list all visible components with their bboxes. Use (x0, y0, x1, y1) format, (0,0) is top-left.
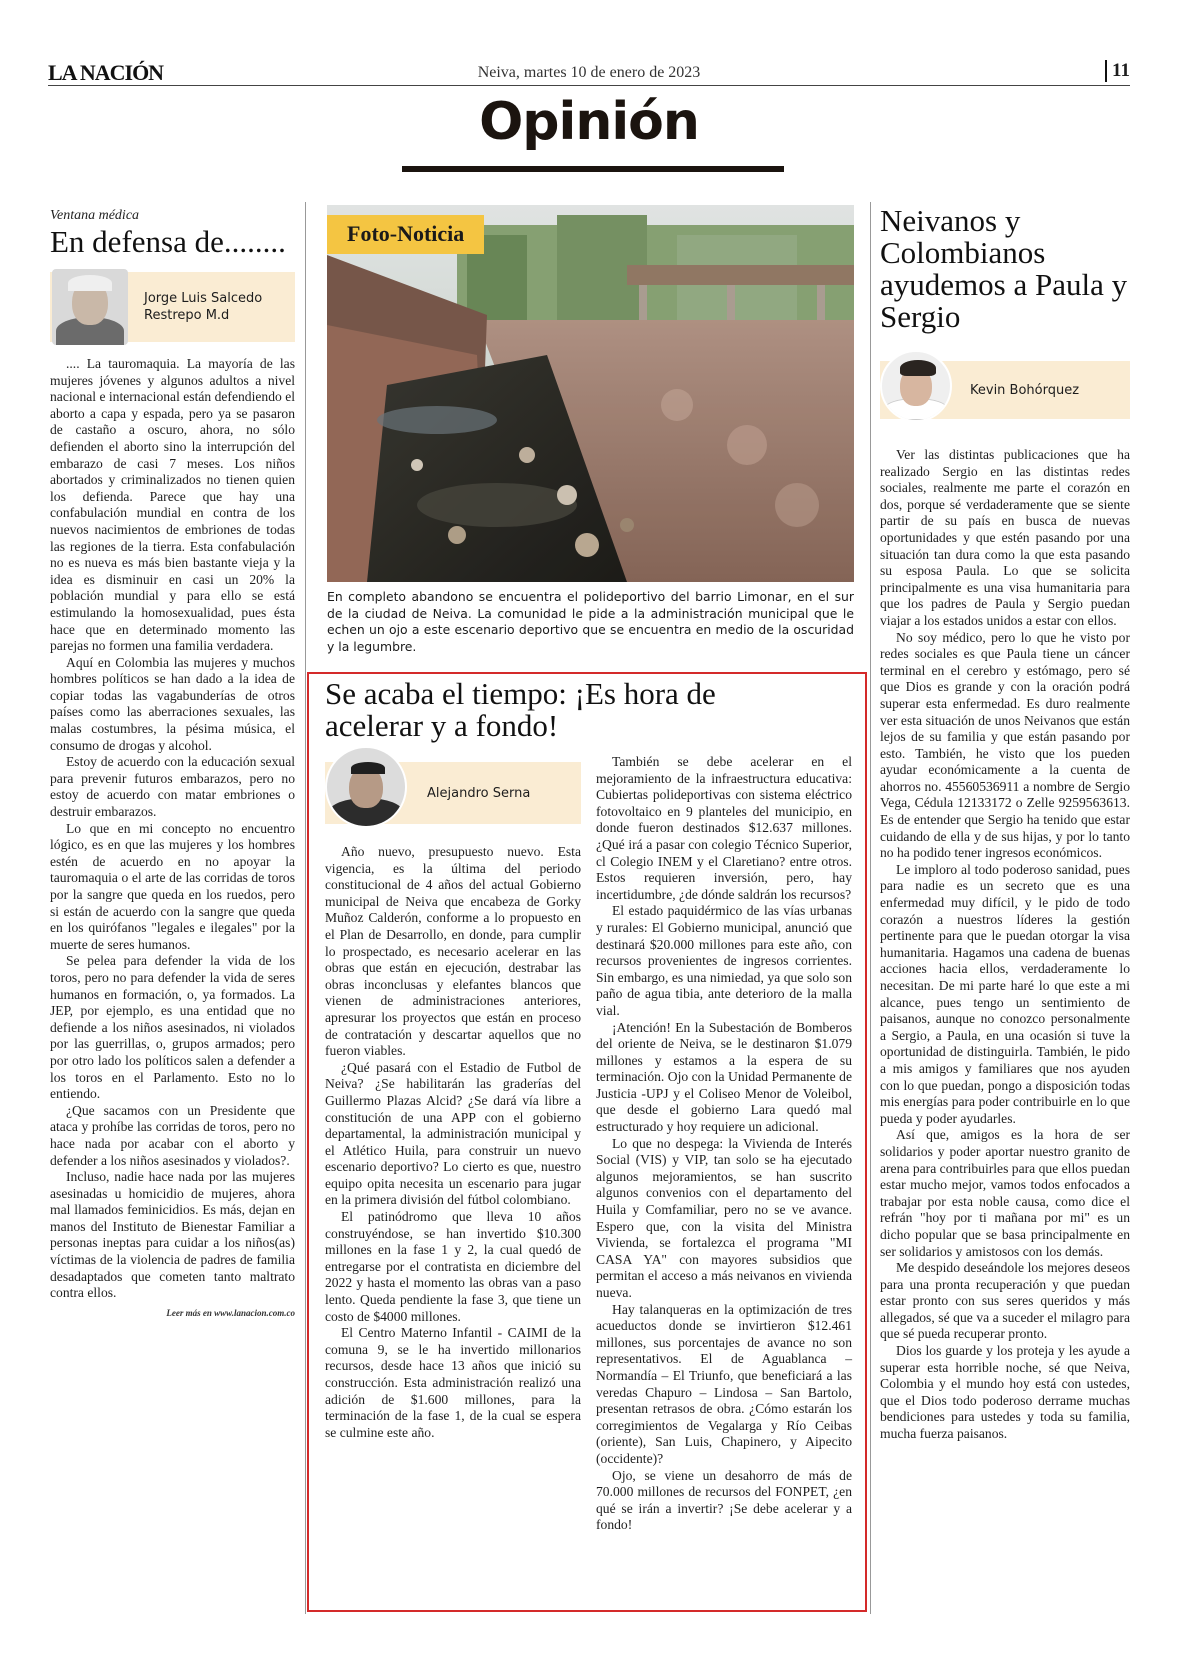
author-name: Jorge Luis Salcedo Restrepo M.d (144, 291, 263, 323)
section-rule (402, 166, 784, 172)
paragraph: Año nuevo, presupuesto nuevo. Esta vigencia, es la última del periodo constitucional de 4 años del actual Gobierno municipal de Neiva que encabeza de Gorky Muñoz Calderón, conforme a lo propuesto en el Plan de Desarrollo, en donde, para cumplir lo prospectado, es necesario acelerar en las obras que están en ejecución, destrabar las obras inconclusas y elefantes blancos que vienen de administraciones anteriores, apresurar los proyectos que están en proceso de contratación y descartar aquellos que no fueron viables. (325, 844, 581, 1059)
polideportivo-photo-illustration (327, 205, 854, 582)
paragraph: El Centro Materno Infantil - CAIMI de la comuna 9, se le ha invertido millonarios recursos, desde hace 13 años que inició su construcción. Esta administración realizó una adición de $1.600 millones, para la terminación de la fase 1, de la cual se espera se culmine este año. (325, 1325, 581, 1440)
paragraph: No soy médico, pero lo que he visto por redes sociales es que Paula tiene un cáncer terminal en el cerebro y estómago, pero sé que Dios es grande y con la oración podrá superar esta enfermedad. Es duro realmente ver esta situación de unos Neivanos que están lejos de su familia y que están pasando por esto. También, he visto que los pueden ayudar económicamente a la cuenta de ahorros no. 45560536911 a nombre de Sergio Vega, Cédula 12133172 o Zelle 9259563613. Es de entender que Sergio ha tenido que estar cuidando de ella y de sus hijas, y por lo tanto no ha podido tener ingresos económicos. (880, 629, 1130, 861)
right-article (880, 205, 1130, 1443)
paragraph: Me despido deseándole los mejores deseos para una pronta recuperación y que puedan estar pronto con sus seres queridos y más allegados, sé que va a suceder el milagro para que sé pueda recuperar pronto. (880, 1260, 1130, 1342)
column-divider-right (870, 202, 871, 1614)
author-photo (52, 269, 128, 345)
dateline: Neiva, martes 10 de enero de 2023 (477, 64, 701, 81)
photo-caption: En completo abandono se encuentra el polideportivo del barrio Limonar, en el sur de la ciudad de Neiva. La comunidad le pide a la administración municipal que le echen un ojo a este escenario deportivo que se encuentra en medio de la oscuridad y la legumbre. (327, 589, 854, 654)
article-body-col1 (325, 844, 581, 1441)
article-headline: Neivanos y Colombianos ayudemos a Paula y Sergio (880, 203, 1128, 334)
paragraph: Lo que no despega: la Vivienda de Interés Social (VIS) y VIP, tan solo se ha ejecutado algunos mejoramientos, se han suscrito algunos convenios con el departamento del Huila y Comfamiliar, pero no se ve avance. Espero que, con la visita del Ministra Vivienda, se fortalezca el programa "MI CASA YA" con mayores subsidios que permitan el acceso a más neivanos en vivienda nueva. (596, 1135, 852, 1300)
paragraph: Incluso, nadie hace nada por las mujeres asesinadas u homicidio de mujeres, ahora mal llamados feminicidios. Es más, dejan en manos del Instituto de Bienestar Familiar a personas ineptas para cuidar a los niños(as) víctimas de la violencia de padres de familia desadaptados que cometen tanto maltrato contra ellos. (50, 1169, 295, 1301)
paragraph: Hay talanqueras en la optimización de tres acueductos donde se invirtieron $12.461 millones, sus porcentajes de avance no son representativos. El de Aguablanca – Normandía – El Triunfo, que beneficiará a las veredas Chapuro – Lindosa – San Bartolo, presentan retrasos de obra. ¿Cómo estarán los corregimientos de Vegalarga y Río Ceibas (oriente), San Luis, Chapinero, y Aipecito (occidente)? (596, 1301, 852, 1466)
paragraph: .... La tauromaquia. La mayoría de las mujeres jóvenes y algunos adultos a nivel nacional e internacional están defendiendo el aborto a capa y espada, pero ya se pasaron de castaño a oscuro, ahora, no sólo defienden el aborto sino la interrupción del embarazo de casi 7 meses. Los niños abortados y criminalizados no tienen quien los defienda. Parece que hay una confabulación mundial en contra de los nuevos nacimientos de embriones de todas las regiones de la tierra. Esta confabulación no es nueva es más bien bastante vieja y la idea es disminuir en casi un 20% la población mundial y para ello se está estimulando la homosexualidad, pues ésta hace que en determinado momento las parejas no formen una familia verdadera. (50, 356, 295, 654)
paragraph: Le imploro al todo poderoso sanidad, pues para nadie es un secreto que es una enfermedad muy difícil, y le pido de todo corazón a nuestros líderes la gestión pertinente para que le puedan otorgar la visa humanitaria. Hagamos una cadena de buenas acciones hacia ellos, verdaderamente lo necesitan. De mi parte haré lo que este a mi alcance, pues tengo un sentimiento de paisanos, aunque no conozco personalmente a Sergio, a Paula, en una ocasión si tuve la oportunidad de distinguirla. También, le pido a mis amigos y familiares que nos ayuden con lo que puedan, pongo a disposición todas mis energías para poder contribuirle en lo que pueda y poder ayudarles. (880, 861, 1130, 1126)
paragraph: ¿Qué pasará con el Estadio de Futbol de Neiva? ¿Se habilitarán las graderías del Guillermo Plazas Alcid? ¿Se dará vía libre a constitución de una APP con el gobierno departamental, la administración municipal y el Atlético Huila, para construir un nuevo escenario deportivo? Lo cierto es que, nuestro equipo opita necesita un escenario para jugar en la primera división del fútbol colombiano. (325, 1059, 581, 1208)
page-number: 11 (1105, 60, 1130, 82)
author-box (325, 762, 581, 824)
paragraph: ¡Atención! En la Subestación de Bomberos del oriente de Neiva, se le destinaron $1.079 millones y estamos a la espera de su terminación. Ojo con la Unidad Permanente de Justicia -UPJ y el Coliseo Menor de Voleibol, que desde el gobierno Lara quedó mal estructurado y hoy requiere un adicional. (596, 1019, 852, 1135)
author-name: Alejandro Serna (427, 785, 531, 801)
paragraph: El estado paquidérmico de las vías urbanas y rurales: El Gobierno municipal, anunció que destinará $20.000 millones para este año, con recursos provenientes de ingresos corrientes. Sin embargo, es una nimiedad, ya que solo son paño de agua tibia, ante deterioro de la malla vial. (596, 903, 852, 1018)
paragraph: Estoy de acuerdo con la educación sexual para prevenir futuros embarazos, pero no estoy de acuerdo con matar embriones o destruir embarazos. (50, 754, 295, 820)
article-body-col2 (596, 754, 852, 1534)
paragraph: El patinódromo que lleva 10 años construyéndose, se han invertido $10.300 millones en la fase 1 y 2, la cual quedó de entregarse por el contratista en diciembre del 2022 y hasta el momento las obras van a paso lento. Queda pendiente la fase 3, que tiene un costo de $4000 millones. (325, 1209, 581, 1324)
article-body (880, 447, 1130, 1443)
read-more-credit: Leer más en www.lanacion.com.co (166, 1307, 295, 1318)
newspaper-logo: LA NACIÓN (48, 60, 164, 85)
author-photo (325, 746, 407, 828)
paragraph: ¿Que sacamos con un Presidente que ataca y prohíbe las corridas de toros, pero no hace nada por acabar con el aborto y defender a los niños asesinados y violados?. (50, 1102, 295, 1168)
article-headline: Se acaba el tiempo: ¡Es hora de acelerar y a fondo! (325, 676, 716, 743)
author-photo (880, 350, 952, 422)
article-headline: En defensa de........ (50, 224, 286, 259)
article-kicker: Ventana médica (50, 208, 140, 223)
paragraph: Ver las distintas publicaciones que ha realizado Sergio en las distintas redes sociales, realmente me parte el corazón en dos, porque sé verdaderamente que se siente partir de su país en busca de nuevas oportunidades y que estén pasando por una situación tan dura como la que esta pasando su esposa Paula. Lo que se solicita principalmente es una visa humanitaria para que los padres de Paula y Sergio puedan viajar a los estados unidos a estar con ellos. (880, 447, 1130, 628)
foto-noticia-label: Foto-Noticia (327, 215, 484, 254)
column-divider-left (305, 202, 306, 1614)
article-body (50, 356, 295, 1302)
section-title: Opinión (479, 92, 699, 152)
paragraph: Así que, amigos es la hora de ser solidarios y poder aportar nuestro granito de arena para contribuirles para que ellos puedan estar mucho mejor, vamos todos enfocados a trabajar por esta noble causa, como dice el refrán "hoy por ti mañana por mi" es un dicho popular que se basa principalmente en ser solidarios y amistosos con los demás. (880, 1127, 1130, 1259)
masthead (48, 62, 1130, 86)
paragraph: Lo que en mi concepto no encuentro lógico, es en que las mujeres y los hombres estén de acuerdo en no apoyar la tauromaquia o el arte de las corridas de toros por la sangre que queda en los ruedos, pero si están de acuerdo con la sangre que queda en los quirófanos "legales e ilegales" por la muerte de seres humanos. (50, 820, 295, 952)
author-box (880, 361, 1130, 419)
author-name: Kevin Bohórquez (970, 382, 1080, 398)
left-article (50, 208, 295, 1318)
center-article (325, 678, 852, 1534)
paragraph: Aquí en Colombia las mujeres y muchos hombres políticos se han dado a la idea de copiar todas las vagabunderías de otros países como las aberraciones sexuales, las malas costumbres, la pésima música, el consumo de drogas y alcohol. (50, 654, 295, 753)
paragraph: Dios los guarde y los proteja y les ayude a superar esta horrible noche, sé que Neiva, Colombia y el mundo hoy está con ustedes, que el Dios todo poderoso derrame muchas bendiciones para ustedes y toda su familia, mucha fuerza paisanos. (880, 1343, 1130, 1442)
paragraph: Ojo, se viene un desahorro de más de 70.000 millones de recursos del FONPET, ¿en qué se irán a invertir? ¡Se debe acelerar y a fondo! (596, 1467, 852, 1533)
news-photo (327, 205, 854, 582)
paragraph: Se pelea para defender la vida de los toros, pero no para defender la vida de seres humanos en formación, o, ya formados. La JEP, por ejemplo, es una entidad que no defiende a los niños asesinados, ni violados por las guerrillas, o, grupos armados; pero por otro lado los políticos salen a defender a los toros en el Parlamento. Esto no lo entiendo. (50, 953, 295, 1102)
author-box (50, 272, 295, 342)
paragraph: También se debe acelerar en el mejoramiento de la infraestructura educativa: Cubiertas polideportivas con sistema eléctrico fotovoltaico en 9 planteles del municipio, en donde fueron destinados $12.637 millones. ¿Qué irá a pasar con colegio Técnico Superior, cl Colegio INEM y el Claretiano? entre otros. Estos requieren inversión, pero, hay incertidumbre, ¿de dónde saldrán los recursos? (596, 754, 852, 902)
